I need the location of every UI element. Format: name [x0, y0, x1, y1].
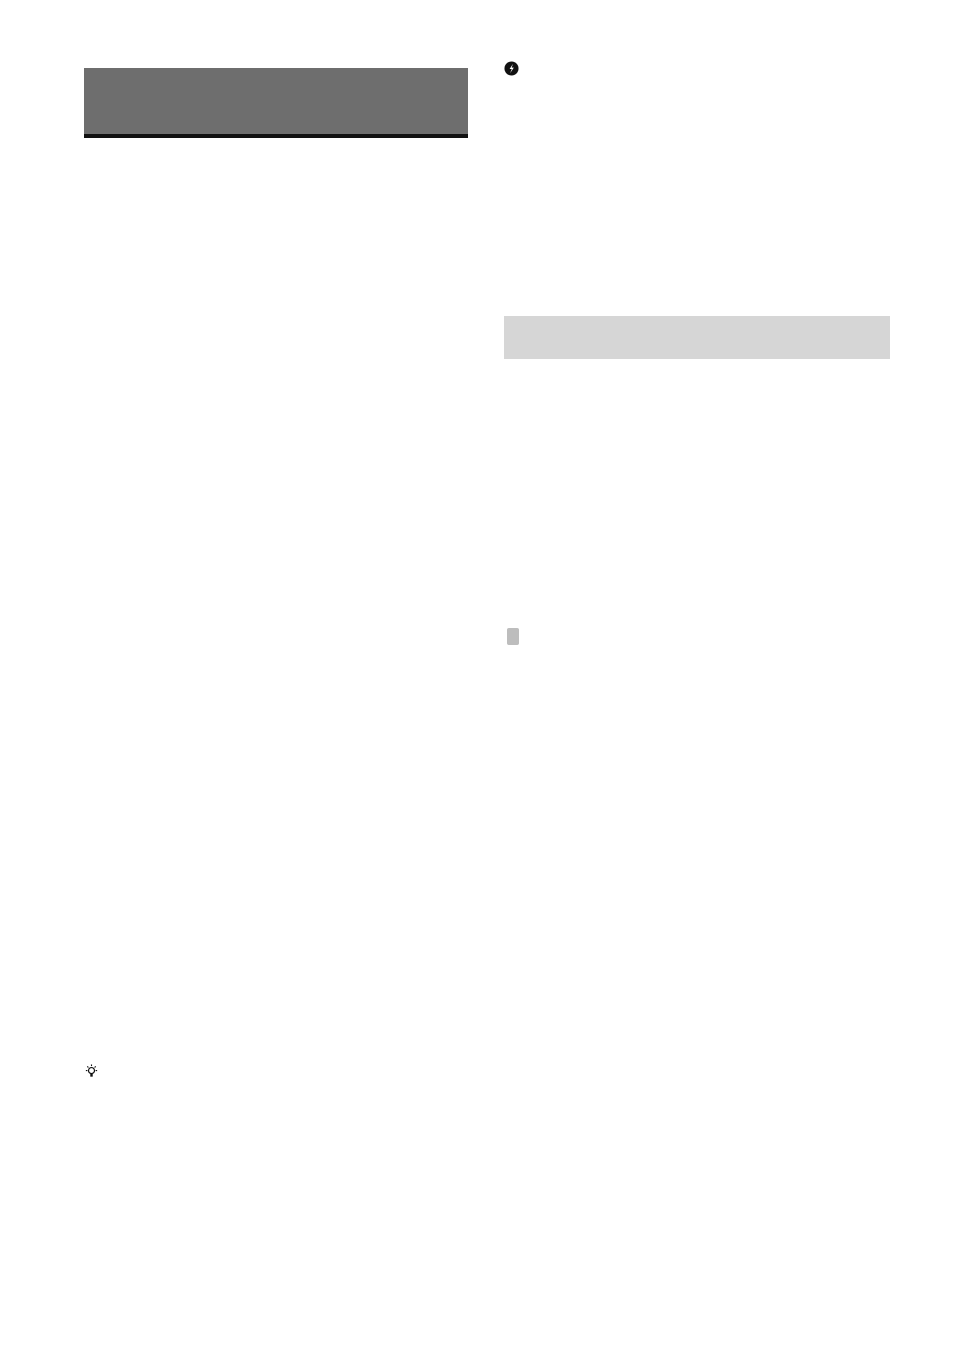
- notes-header: [504, 61, 525, 76]
- highspeed-badges-row1: [507, 628, 547, 645]
- badge-hdd: [507, 628, 519, 645]
- notes-icon: [504, 61, 519, 76]
- mode-heading-box: [504, 316, 890, 359]
- tips-header: [84, 1064, 105, 1079]
- section-rule: [84, 134, 468, 138]
- lightbulb-icon: [84, 1064, 99, 1079]
- section-bar: [84, 68, 468, 134]
